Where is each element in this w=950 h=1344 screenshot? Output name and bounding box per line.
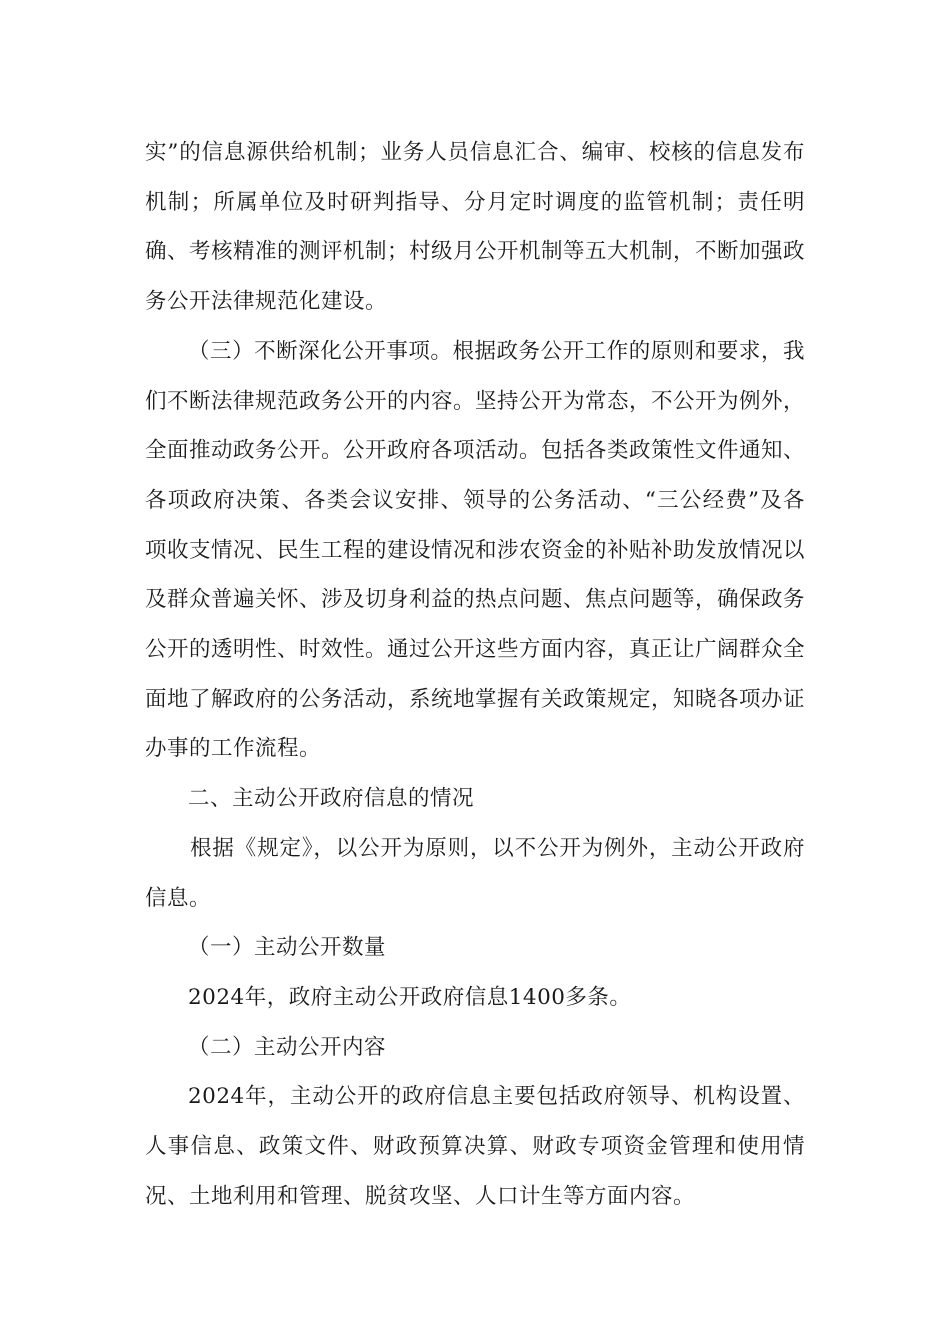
paragraph-according-to-rules: 根据《规定》，以公开为原则，以不公开为例外，主动公开政府信息。 — [145, 835, 805, 911]
subheading-disclosure-quantity: （一）主动公开数量 — [188, 935, 387, 961]
document-body — [145, 128, 805, 1221]
paragraph-deepen-disclosure: （三）不断深化公开事项。根据政务公开工作的原则和要求，我们不断法律规范政务公开的内容。坚持公开为常态，不公开为例外，全面推动政务公开。公开政府各项活动。包括各类政策性文件通知、各项政府决策、各类会议安排、领导的公务活动、“三公经费”及各项收支情况、民生工程的建设情况和涉农资金的补贴补助发放情况以及群众普遍关怀、涉及切身利益的热点问题、焦点问题等，确保政务公开的透明性、时效性。通过公开这些方面内容，真正让广阔群众全面地了解政府的公务活动，系统地掌握有关政策规定，知晓各项办证办事的工作流程。 — [145, 338, 806, 762]
subheading-disclosure-content: （二）主动公开内容 — [188, 1034, 387, 1060]
section-heading-active-disclosure: 二、主动公开政府信息的情况 — [188, 786, 475, 812]
paragraph-disclosure-items: 2024年，主动公开的政府信息主要包括政府领导、机构设置、人事信息、政策文件、财政预算决算、财政专项资金管理和使用情况、土地利用和管理、脱贫攻坚、人口计生等方面内容。 — [145, 1084, 805, 1209]
paragraph-disclosure-count: 2024年，政府主动公开政府信息1400多条。 — [188, 984, 632, 1010]
paragraph-mechanisms: 实”的信息源供给机制；业务人员信息汇合、编审、校核的信息发布机制；所属单位及时研判指导、分月定时调度的监管机制；责任明确、考核精准的测评机制；村级月公开机制等五大机制，不断加强政务公开法律规范化建设。 — [145, 140, 806, 315]
